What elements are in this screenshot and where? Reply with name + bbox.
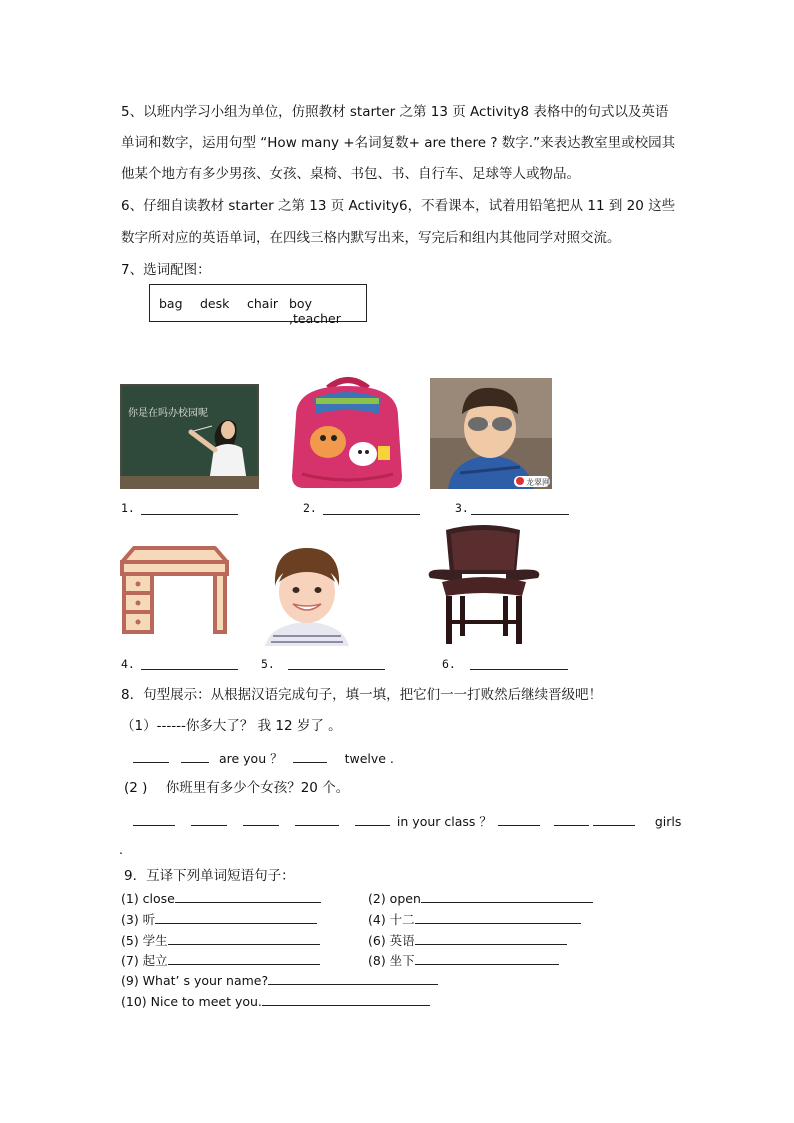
q9-blank-8[interactable] [415,952,559,965]
girl-illustration [247,542,366,646]
teacher-picture [120,384,259,489]
q8-dot: . [119,842,123,857]
boy-picture [430,378,552,489]
label-2: 2. [303,501,317,515]
q8-s2-end: girls [654,814,682,829]
label-1: 1. [121,501,135,515]
word-boy-teacher: boy ,teacher [289,296,341,326]
q9-item-6: (6) 英语 [368,931,567,949]
blank-3[interactable] [471,501,569,515]
q9-blank-4[interactable] [415,911,581,924]
q9-item-3: (3) 听 [121,910,317,928]
label-4: 4. [121,657,135,671]
blank-4[interactable] [141,656,238,670]
q8-s2-blank-8[interactable] [593,813,635,826]
q9-item-1: (1) close [121,890,321,906]
q8-s1-end: twelve . [344,751,394,766]
q5-line-2: 单词和数字，运用句型 “How many +名词复数+ are there ? 数字.”来表达教室里或校园其 [121,135,676,151]
label-6: 6. [442,657,456,671]
watermark-text: 龙翠网 [526,478,550,487]
q9-blank-2[interactable] [421,890,593,903]
word-box [149,284,367,326]
q8-s2-num: (2 ) [124,780,148,796]
q8-s2-blank-1[interactable] [133,813,175,826]
q8-s2-blank-5[interactable] [355,813,390,826]
q5-line-1: 5、以班内学习小组为单位，仿照教材 starter 之第 13 页 Activity8 表格中的句式以及英语 [121,104,669,120]
q9-item-2: (2) open [368,890,593,906]
q9-title: 9．互译下列单词短语句子： [124,868,295,884]
q8-s2-blank-6[interactable] [498,813,540,826]
q9-blank-5[interactable] [168,932,320,945]
q9-blank-1[interactable] [175,890,321,903]
q9-item-4: (4) 十二 [368,910,581,928]
q9-blank-10[interactable] [262,993,430,1006]
q9-blank-3[interactable] [155,911,317,924]
q9-item-7: (7) 起立 [121,951,320,969]
q9-blank-7[interactable] [168,952,320,965]
blank-1[interactable] [141,501,238,515]
q6-line-2: 数字所对应的英语单词，在四线三格内默写出来，写完后和组内其他同学对照交流。 [121,230,621,246]
q9-blank-6[interactable] [415,932,567,945]
chair-illustration [424,522,544,646]
blank-5[interactable] [288,656,385,670]
q8-sentence-2-cn [124,778,349,798]
label-5: 5. [261,657,275,671]
blank-6[interactable] [470,656,568,670]
word-bag: bag [159,296,183,311]
q8-sentence-2-en [133,812,681,830]
q8-s2-blank-2[interactable] [191,813,227,826]
q6-line-1: 6、仔细自读教材 starter 之第 13 页 Activity6，不看课本，试着用铅笔把从 11 到 20 这些 [121,198,676,214]
label-3: 3. [455,501,469,515]
girl-picture [247,542,366,646]
backpack-picture [288,376,407,489]
q9-item-8: (8) 坐下 [368,951,559,969]
q8-s2-cn-text: 你班里有多少个女孩？20 个。 [165,780,350,796]
q8-s1-blank-1[interactable] [133,750,169,763]
q9-item-5: (5) 学生 [121,931,320,949]
q9-item-9: (9) What’ s your name? [121,972,438,988]
q8-s2-blank-3[interactable] [243,813,279,826]
q8-title: 8．句型展示：从根据汉语完成句子，填一填，把它们一一打败然后继续晋级吧！ [121,687,603,703]
backpack-illustration [288,376,407,489]
blank-2[interactable] [323,501,420,515]
chair-picture [424,522,544,646]
desk-picture [118,544,231,636]
q8-s1-blank-2[interactable] [181,750,209,763]
q8-s1-mid: are you ？ [218,751,283,766]
q8-sentence-1-en [133,749,394,767]
word-desk: desk [200,296,230,311]
q9-item-10: (10) Nice to meet you. [121,993,430,1009]
q8-s2-blank-4[interactable] [295,813,339,826]
q9-blank-9[interactable] [268,972,438,985]
q7-title: 7、选词配图： [121,262,211,278]
q8-sentence-1-cn: （1）------你多大了？ 我 12 岁了 。 [121,718,342,734]
desk-illustration [118,544,231,636]
q8-s2-blank-7[interactable] [554,813,589,826]
boy-illustration [430,378,552,489]
blackboard-text: 你是在吗办校园呢 [128,408,208,419]
q5-line-3: 他某个地方有多少男孩、女孩、桌椅、书包、书、自行车、足球等人或物品。 [121,166,580,182]
q8-s1-blank-3[interactable] [293,750,327,763]
word-chair: chair [247,296,279,311]
q8-s2-mid: in your class ？ [396,814,492,829]
teacher-illustration [120,384,259,489]
